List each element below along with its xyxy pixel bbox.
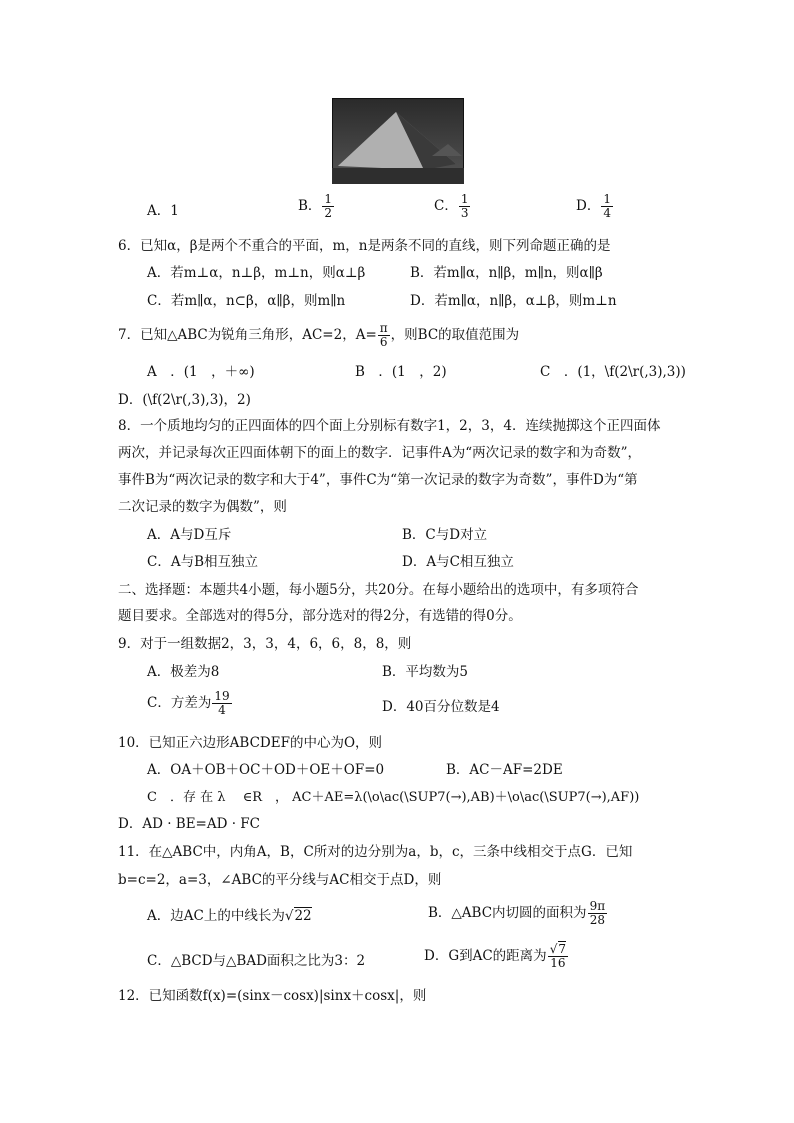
sqrt-sign: √ [549,942,558,956]
section-2-line-1: 二、选择题：本题共4小题，每小题5分，共20分。在每小题给出的选项中，有多项符合 [118,582,639,598]
q5-option-c: C． $\frac{1}{3}$ [434,192,469,220]
q9-option-d: D．40百分位数是4 [382,699,500,715]
q5-option-b: B． $\frac{1}{2}$ [298,192,333,220]
q11-line-2: b=c=2，a=3，∠ABC的平分线与AC相交于点D，则 [118,872,442,888]
q8-line-1: 8．一个质地均匀的正四面体的四个面上分别标有数字1，2，3，4．连续抛掷这个正四面体 [118,418,661,434]
q8-line-2: 两次，并记录每次正四面体朝下的面上的数字．记事件A为“两次记录的数字和为奇数”， [118,445,642,461]
fraction: $\frac{9\pi}{28}$ [589,899,606,927]
pyramid-photo [332,98,464,184]
section-2-line-2: 题目要求。全部选对的得5分，部分选对的得2分，有选错的得0分。 [118,608,522,624]
q7-option-b: B ．(1 ，2) [355,364,447,380]
q10-option-a: A．OA＋OB＋OC＋OD＋OE＋OF=0 [147,762,385,778]
q5-option-a: A．1 [147,203,179,219]
fraction: $\frac{1}{2}$ [324,192,333,220]
q10-option-d: D．AD · BE=AD · FC [118,816,261,832]
q8-line-4: 二次记录的数字为偶数”，则 [118,499,287,515]
q11-line-1: 11．在△ABC中，内角A，B，C所对的边分别为a，b，c，三条中线相交于点G．已知 [118,844,633,860]
fraction: $\frac{\pi}{6}$ [379,321,388,349]
q7-option-d: D．(\f(2\r(,3),3)，2) [118,392,251,408]
q7-stem: 7．已知△ABC为锐角三角形，AC=2，A= $\frac{\pi}{6}$ ，则BC的取值范围为 [118,321,520,349]
sqrt-sign: √ [284,908,294,924]
q9-option-a: A．极差为8 [147,664,220,680]
q10-stem: 10．已知正六边形ABCDEF的中心为O，则 [118,735,383,751]
q8-line-3: 事件B为“两次记录的数字和大于4”，事件C为“第一次记录的数字为奇数”，事件D为“第 [118,472,638,488]
q8-option-d: D．A与C相互独立 [402,554,514,570]
fraction: $\frac{1}{3}$ [460,192,469,220]
q6-option-c: C．若m∥α，n⊂β，α∥β，则m∥n [147,293,346,309]
q6-option-b: B．若m∥α，n∥β，m∥n，则α∥β [410,265,603,281]
q11-option-b: B．△ABC内切圆的面积为 $\frac{9\pi}{28}$ [428,899,606,927]
q8-option-c: C．A与B相互独立 [147,554,258,570]
q9-option-c: C．方差为 $\frac{19}{4}$ [147,689,230,717]
q11-option-a: A．边AC上的中线长为√22 [147,908,312,924]
q8-option-a: A．A与D互斥 [147,527,232,543]
q11-option-d: D．G到AC的距离为 $\frac{√7}{16}$ [424,942,566,970]
q5-option-d: D． $\frac{1}{4}$ [576,192,611,220]
q8-option-b: B．C与D对立 [402,527,488,543]
q7-option-a: A ．(1 ，＋∞) [147,364,255,380]
fraction: $\frac{√7}{16}$ [549,942,566,970]
q9-stem: 9．对于一组数据2，3，3，4，6，6，8，8，则 [118,636,412,652]
q10-option-c: C ．存 在 λ ∈R ， AC＋AE=λ(\o\ac(\SUP7(→),AB)＋\o\ac(\SUP7(→),AF)) [147,790,640,805]
fraction: $\frac{1}{4}$ [603,192,611,220]
q6-stem: 6．已知α，β是两个不重合的平面，m，n是两条不同的直线，则下列命题正确的是 [118,238,611,254]
q10-option-b: B．AC－AF=2DE [446,762,563,778]
q6-option-d: D．若m∥α，n∥β，α⊥β，则m⊥n [410,293,617,309]
q6-option-a: A．若m⊥α，n⊥β，m⊥n，则α⊥β [147,265,366,281]
q12-stem: 12．已知函数f(x)=(sinx－cosx)|sinx＋cosx|，则 [118,988,427,1004]
q11-option-c: C．△BCD与△BAD面积之比为3：2 [147,953,366,969]
q7-option-c: C ．(1，\f(2\r(,3),3)) [540,364,686,380]
fraction: $\frac{19}{4}$ [214,689,230,717]
q9-option-b: B．平均数为5 [382,664,469,680]
